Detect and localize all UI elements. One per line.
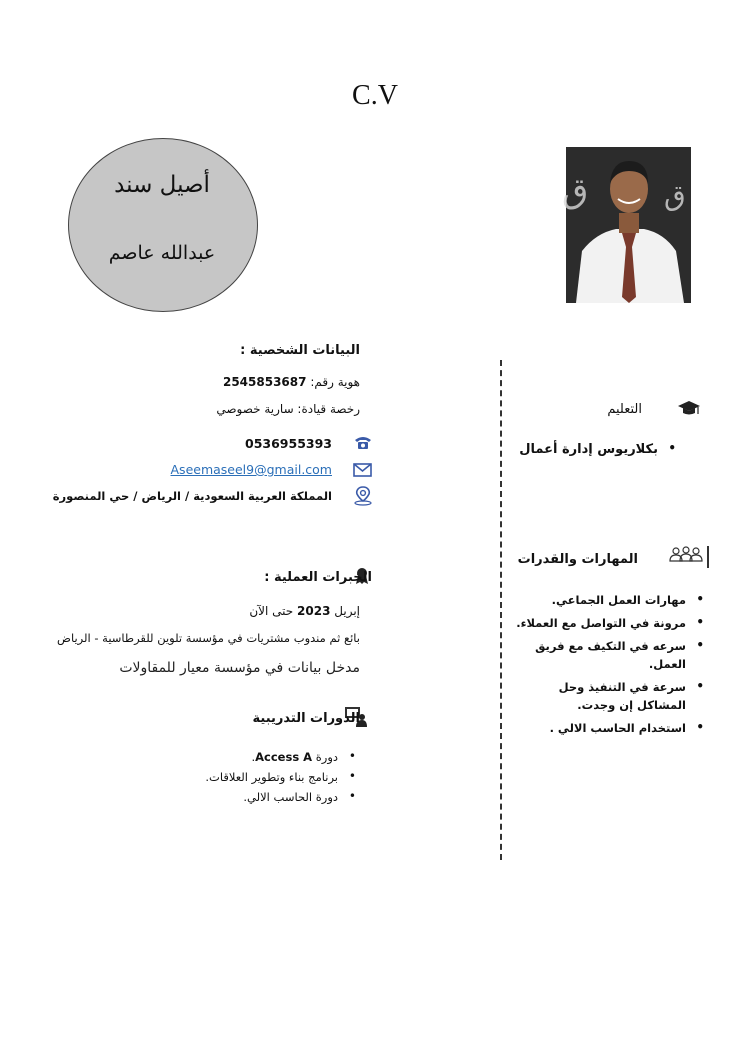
list-item: • مرونة في التواصل مع العملاء.: [508, 614, 708, 632]
experience-job-2: مدخل بيانات في مؤسسة معيار للمقاولات: [119, 660, 360, 676]
skills-list: [508, 591, 708, 742]
id-label: هوية رقم:: [310, 375, 360, 389]
list-item: • مهارات العمل الجماعي.: [508, 591, 708, 609]
list-item: • بكلاريوس إدارة أعمال: [519, 442, 680, 457]
courses-heading: الدورات التدريبية: [252, 711, 360, 726]
skills-accent-bar: [707, 546, 709, 568]
experience-job-1: بائع ثم مندوب مشتريات في مؤسسة تلوين للقرطاسية - الرياض: [57, 631, 360, 645]
personal-heading: البيانات الشخصية :: [240, 343, 360, 358]
list-item: • سرعة في التنفيذ وحل المشاكل إن وجدت.: [508, 678, 708, 714]
list-item: [205, 790, 360, 804]
experience-heading: الخبرات العملية :: [264, 570, 372, 585]
list-item: [205, 750, 360, 764]
date-month: إبريل: [334, 604, 360, 618]
experience-date: [249, 604, 360, 618]
svg-text:ق: ق: [664, 179, 686, 212]
education-heading: التعليم: [607, 402, 642, 417]
list-item: • استخدام الحاسب الالي .: [508, 719, 708, 737]
course-suffix: .: [251, 750, 256, 764]
phone-icon: [352, 434, 374, 452]
course-text: دورة الحاسب الالي.: [243, 790, 338, 804]
education-list: [519, 442, 680, 463]
list-item: • سرعه في التكيف مع فريق العمل.: [508, 637, 708, 673]
svg-text:ق: ق: [562, 171, 589, 211]
address: المملكة العربية السعودية / الرياض / حي المنصورة: [52, 489, 332, 503]
skills-heading: المهارات والقدرات: [517, 552, 638, 567]
column-divider: [500, 360, 502, 860]
license-line: رخصة قيادة: سارية خصوصي: [216, 402, 360, 416]
graduation-cap-icon: [677, 400, 701, 422]
list-item: [205, 770, 360, 784]
course-prefix: دورة: [315, 750, 338, 764]
id-line: [223, 375, 360, 389]
first-name: أصيل سند: [114, 172, 210, 198]
phone-number: 0536955393: [245, 436, 332, 451]
email-link[interactable]: Aseemaseel9@gmail.com: [170, 462, 332, 477]
id-value: 2545853687: [222, 375, 307, 389]
course-text: برنامج بناء وتطوير العلاقات.: [205, 770, 338, 784]
location-pin-icon: [352, 486, 374, 504]
mail-icon: [352, 461, 374, 479]
profile-photo: [562, 147, 691, 303]
courses-list: [205, 750, 360, 810]
date-end: حتى الآن: [249, 604, 294, 618]
team-icon: [668, 544, 704, 568]
cv-title: C.V: [352, 80, 398, 111]
name-circle: [68, 138, 258, 312]
course-name: Access A: [255, 750, 313, 764]
date-year: 2023: [297, 604, 331, 618]
full-name: عبدالله عاصم: [108, 242, 216, 264]
